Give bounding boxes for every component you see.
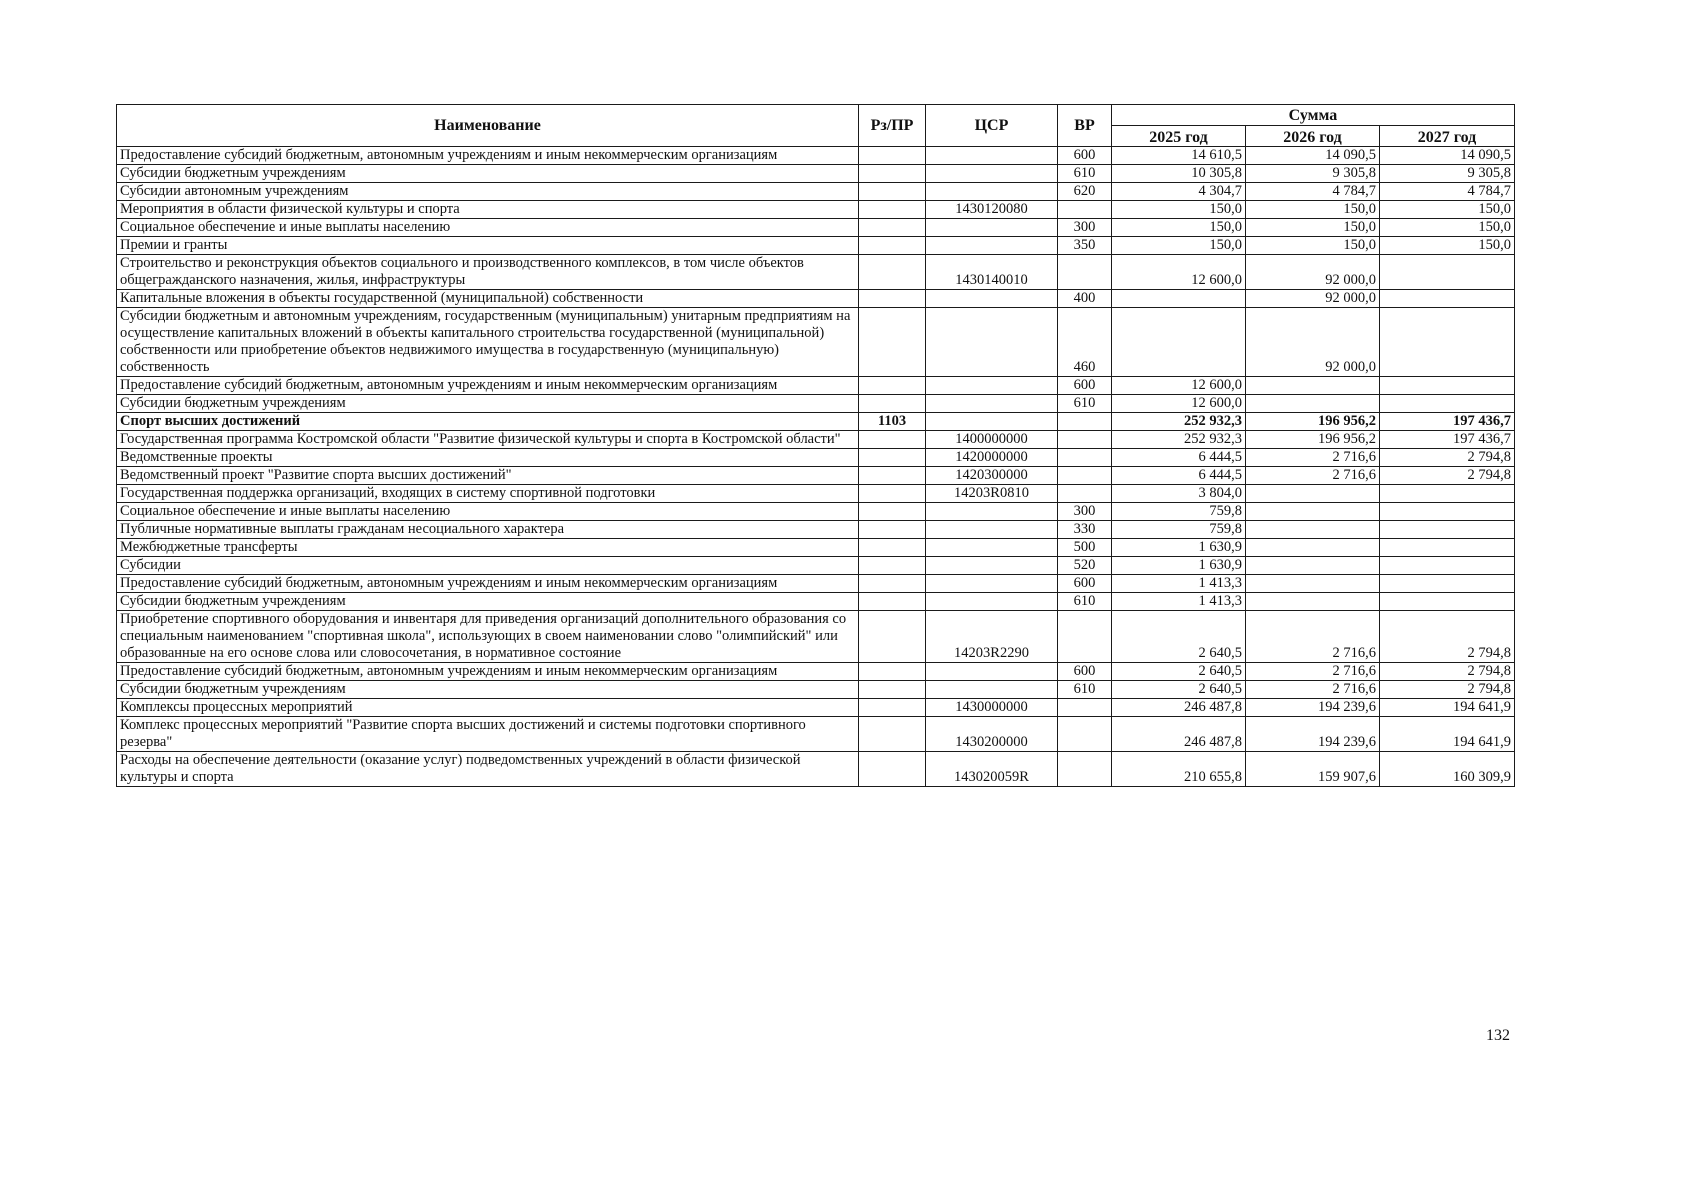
row-rz-pr bbox=[859, 290, 926, 308]
row-sum-2025: 6 444,5 bbox=[1112, 467, 1246, 485]
row-vr bbox=[1058, 485, 1112, 503]
row-sum-2025: 1 630,9 bbox=[1112, 539, 1246, 557]
table-row bbox=[117, 557, 1515, 575]
row-rz-pr bbox=[859, 255, 926, 290]
row-name: Субсидии бюджетным и автономным учреждениям, государственным (муниципальным) унитарным предприятиям на осуществление капитальных вложений в объекты капитального строительства государственной (муниципальной) собственности или приобретение объектов недвижимого имущества в государственную (муниципальную) собственность bbox=[117, 308, 859, 377]
row-sum-2026: 2 716,6 bbox=[1246, 663, 1380, 681]
row-csr bbox=[926, 290, 1058, 308]
table-row bbox=[117, 201, 1515, 219]
row-rz-pr bbox=[859, 699, 926, 717]
table-row bbox=[117, 147, 1515, 165]
row-sum-2025: 10 305,8 bbox=[1112, 165, 1246, 183]
row-name: Межбюджетные трансферты bbox=[117, 539, 859, 557]
row-sum-2026 bbox=[1246, 485, 1380, 503]
row-name: Спорт высших достижений bbox=[117, 413, 859, 431]
table-row bbox=[117, 237, 1515, 255]
row-csr bbox=[926, 395, 1058, 413]
row-sum-2027: 14 090,5 bbox=[1380, 147, 1515, 165]
row-sum-2025: 252 932,3 bbox=[1112, 431, 1246, 449]
row-name: Премии и гранты bbox=[117, 237, 859, 255]
row-csr bbox=[926, 539, 1058, 557]
row-sum-2025: 3 804,0 bbox=[1112, 485, 1246, 503]
row-sum-2027: 2 794,8 bbox=[1380, 611, 1515, 663]
row-rz-pr bbox=[859, 449, 926, 467]
row-vr bbox=[1058, 611, 1112, 663]
table-row bbox=[117, 183, 1515, 201]
row-sum-2025: 2 640,5 bbox=[1112, 663, 1246, 681]
row-rz-pr bbox=[859, 557, 926, 575]
row-csr bbox=[926, 503, 1058, 521]
row-sum-2025: 252 932,3 bbox=[1112, 413, 1246, 431]
row-sum-2026: 150,0 bbox=[1246, 237, 1380, 255]
row-vr: 300 bbox=[1058, 219, 1112, 237]
row-vr: 600 bbox=[1058, 147, 1112, 165]
row-vr bbox=[1058, 752, 1112, 787]
row-sum-2025 bbox=[1112, 290, 1246, 308]
table-row bbox=[117, 377, 1515, 395]
table-row bbox=[117, 752, 1515, 787]
row-name: Предоставление субсидий бюджетным, автономным учреждениям и иным некоммерческим организациям bbox=[117, 377, 859, 395]
row-name: Субсидии бюджетным учреждениям bbox=[117, 681, 859, 699]
row-sum-2026: 196 956,2 bbox=[1246, 413, 1380, 431]
row-sum-2027: 160 309,9 bbox=[1380, 752, 1515, 787]
row-sum-2027 bbox=[1380, 395, 1515, 413]
row-name: Социальное обеспечение и иные выплаты населению bbox=[117, 503, 859, 521]
row-sum-2025: 12 600,0 bbox=[1112, 395, 1246, 413]
row-csr: 14203R0810 bbox=[926, 485, 1058, 503]
row-sum-2027 bbox=[1380, 485, 1515, 503]
row-rz-pr bbox=[859, 183, 926, 201]
row-sum-2026 bbox=[1246, 503, 1380, 521]
table-row bbox=[117, 503, 1515, 521]
row-csr bbox=[926, 308, 1058, 377]
table-row bbox=[117, 699, 1515, 717]
row-vr: 620 bbox=[1058, 183, 1112, 201]
row-rz-pr bbox=[859, 575, 926, 593]
row-sum-2027: 150,0 bbox=[1380, 201, 1515, 219]
table-row bbox=[117, 290, 1515, 308]
row-sum-2027: 2 794,8 bbox=[1380, 681, 1515, 699]
row-sum-2027: 194 641,9 bbox=[1380, 717, 1515, 752]
row-rz-pr bbox=[859, 237, 926, 255]
row-sum-2027 bbox=[1380, 308, 1515, 377]
row-name: Субсидии бюджетным учреждениям bbox=[117, 593, 859, 611]
header-year-2025: 2025 год bbox=[1112, 126, 1246, 147]
row-name: Предоставление субсидий бюджетным, автономным учреждениям и иным некоммерческим организациям bbox=[117, 147, 859, 165]
row-name: Предоставление субсидий бюджетным, автономным учреждениям и иным некоммерческим организациям bbox=[117, 575, 859, 593]
table-row bbox=[117, 663, 1515, 681]
row-csr bbox=[926, 593, 1058, 611]
row-sum-2026: 2 716,6 bbox=[1246, 449, 1380, 467]
row-sum-2026 bbox=[1246, 593, 1380, 611]
row-sum-2026 bbox=[1246, 575, 1380, 593]
header-csr: ЦСР bbox=[926, 105, 1058, 147]
table-row bbox=[117, 413, 1515, 431]
row-sum-2026: 9 305,8 bbox=[1246, 165, 1380, 183]
row-sum-2025: 12 600,0 bbox=[1112, 255, 1246, 290]
row-sum-2025: 246 487,8 bbox=[1112, 699, 1246, 717]
row-csr bbox=[926, 147, 1058, 165]
row-csr: 1430000000 bbox=[926, 699, 1058, 717]
row-name: Комплекс процессных мероприятий "Развитие спорта высших достижений и системы подготовки спортивного резерва" bbox=[117, 717, 859, 752]
header-sum: Сумма bbox=[1112, 105, 1515, 126]
row-sum-2027 bbox=[1380, 503, 1515, 521]
row-sum-2025: 4 304,7 bbox=[1112, 183, 1246, 201]
row-csr: 1430200000 bbox=[926, 717, 1058, 752]
row-sum-2027 bbox=[1380, 575, 1515, 593]
row-rz-pr bbox=[859, 681, 926, 699]
table-row bbox=[117, 431, 1515, 449]
row-vr: 610 bbox=[1058, 681, 1112, 699]
row-name: Субсидии bbox=[117, 557, 859, 575]
row-sum-2025 bbox=[1112, 308, 1246, 377]
row-sum-2025: 246 487,8 bbox=[1112, 717, 1246, 752]
table-row bbox=[117, 593, 1515, 611]
row-sum-2027: 197 436,7 bbox=[1380, 413, 1515, 431]
row-sum-2026: 14 090,5 bbox=[1246, 147, 1380, 165]
row-sum-2027 bbox=[1380, 255, 1515, 290]
table-row bbox=[117, 395, 1515, 413]
table-row bbox=[117, 717, 1515, 752]
table-row bbox=[117, 449, 1515, 467]
row-vr bbox=[1058, 431, 1112, 449]
row-sum-2025: 759,8 bbox=[1112, 521, 1246, 539]
row-sum-2027: 9 305,8 bbox=[1380, 165, 1515, 183]
row-rz-pr bbox=[859, 201, 926, 219]
row-sum-2025: 1 413,3 bbox=[1112, 575, 1246, 593]
row-rz-pr bbox=[859, 593, 926, 611]
row-sum-2026: 159 907,6 bbox=[1246, 752, 1380, 787]
row-csr bbox=[926, 575, 1058, 593]
row-rz-pr bbox=[859, 308, 926, 377]
row-sum-2025: 2 640,5 bbox=[1112, 611, 1246, 663]
row-csr: 1420000000 bbox=[926, 449, 1058, 467]
row-rz-pr bbox=[859, 663, 926, 681]
row-sum-2026: 92 000,0 bbox=[1246, 255, 1380, 290]
row-vr: 600 bbox=[1058, 663, 1112, 681]
table-row bbox=[117, 467, 1515, 485]
row-rz-pr bbox=[859, 485, 926, 503]
row-name: Ведомственный проект "Развитие спорта высших достижений" bbox=[117, 467, 859, 485]
row-name: Расходы на обеспечение деятельности (оказание услуг) подведомственных учреждений в области физической культуры и спорта bbox=[117, 752, 859, 787]
row-csr bbox=[926, 219, 1058, 237]
row-sum-2027: 150,0 bbox=[1380, 219, 1515, 237]
row-name: Предоставление субсидий бюджетным, автономным учреждениям и иным некоммерческим организациям bbox=[117, 663, 859, 681]
row-sum-2027: 194 641,9 bbox=[1380, 699, 1515, 717]
row-sum-2027: 2 794,8 bbox=[1380, 467, 1515, 485]
row-vr bbox=[1058, 449, 1112, 467]
row-vr bbox=[1058, 717, 1112, 752]
row-name: Строительство и реконструкция объектов социального и производственного комплексов, в том числе объектов общегражданского назначения, жилья, инфраструктуры bbox=[117, 255, 859, 290]
row-name: Ведомственные проекты bbox=[117, 449, 859, 467]
row-rz-pr bbox=[859, 752, 926, 787]
row-rz-pr bbox=[859, 611, 926, 663]
row-name: Комплексы процессных мероприятий bbox=[117, 699, 859, 717]
row-sum-2026: 150,0 bbox=[1246, 201, 1380, 219]
row-csr: 1420300000 bbox=[926, 467, 1058, 485]
row-name: Субсидии автономным учреждениям bbox=[117, 183, 859, 201]
row-csr bbox=[926, 377, 1058, 395]
row-vr bbox=[1058, 413, 1112, 431]
row-sum-2027 bbox=[1380, 521, 1515, 539]
row-csr bbox=[926, 681, 1058, 699]
table-row bbox=[117, 611, 1515, 663]
row-sum-2025: 150,0 bbox=[1112, 201, 1246, 219]
row-rz-pr bbox=[859, 377, 926, 395]
row-sum-2025: 12 600,0 bbox=[1112, 377, 1246, 395]
row-sum-2026: 196 956,2 bbox=[1246, 431, 1380, 449]
row-sum-2026 bbox=[1246, 539, 1380, 557]
row-sum-2027 bbox=[1380, 377, 1515, 395]
header-rz-pr: Рз/ПР bbox=[859, 105, 926, 147]
row-csr: 1430120080 bbox=[926, 201, 1058, 219]
row-csr: 14203R2290 bbox=[926, 611, 1058, 663]
table-row bbox=[117, 255, 1515, 290]
row-name: Государственная программа Костромской области "Развитие физической культуры и спорта в Костромской области" bbox=[117, 431, 859, 449]
row-rz-pr bbox=[859, 467, 926, 485]
row-sum-2025: 759,8 bbox=[1112, 503, 1246, 521]
row-sum-2027 bbox=[1380, 557, 1515, 575]
table-row bbox=[117, 219, 1515, 237]
row-sum-2025: 1 630,9 bbox=[1112, 557, 1246, 575]
row-csr: 1400000000 bbox=[926, 431, 1058, 449]
row-sum-2027: 2 794,8 bbox=[1380, 449, 1515, 467]
row-vr: 500 bbox=[1058, 539, 1112, 557]
row-sum-2026 bbox=[1246, 521, 1380, 539]
row-csr bbox=[926, 521, 1058, 539]
row-name: Мероприятия в области физической культуры и спорта bbox=[117, 201, 859, 219]
row-name: Субсидии бюджетным учреждениям bbox=[117, 165, 859, 183]
row-sum-2025: 210 655,8 bbox=[1112, 752, 1246, 787]
table-row bbox=[117, 521, 1515, 539]
row-rz-pr bbox=[859, 521, 926, 539]
row-vr: 600 bbox=[1058, 377, 1112, 395]
page-number: 132 bbox=[1486, 1027, 1510, 1044]
table-row bbox=[117, 308, 1515, 377]
budget-table bbox=[116, 104, 1515, 787]
row-csr: 143020059R bbox=[926, 752, 1058, 787]
row-sum-2027 bbox=[1380, 539, 1515, 557]
row-vr: 520 bbox=[1058, 557, 1112, 575]
row-sum-2027: 2 794,8 bbox=[1380, 663, 1515, 681]
row-sum-2026: 2 716,6 bbox=[1246, 681, 1380, 699]
row-sum-2025: 6 444,5 bbox=[1112, 449, 1246, 467]
row-sum-2027 bbox=[1380, 290, 1515, 308]
row-rz-pr bbox=[859, 165, 926, 183]
row-vr: 400 bbox=[1058, 290, 1112, 308]
row-sum-2026: 92 000,0 bbox=[1246, 290, 1380, 308]
row-vr: 610 bbox=[1058, 593, 1112, 611]
row-csr bbox=[926, 183, 1058, 201]
row-rz-pr bbox=[859, 717, 926, 752]
row-name: Социальное обеспечение и иные выплаты населению bbox=[117, 219, 859, 237]
row-rz-pr bbox=[859, 431, 926, 449]
row-vr: 600 bbox=[1058, 575, 1112, 593]
row-sum-2025: 14 610,5 bbox=[1112, 147, 1246, 165]
row-sum-2026: 194 239,6 bbox=[1246, 699, 1380, 717]
row-vr: 300 bbox=[1058, 503, 1112, 521]
row-rz-pr bbox=[859, 503, 926, 521]
row-vr bbox=[1058, 467, 1112, 485]
row-sum-2026: 194 239,6 bbox=[1246, 717, 1380, 752]
row-sum-2026: 2 716,6 bbox=[1246, 467, 1380, 485]
row-sum-2025: 1 413,3 bbox=[1112, 593, 1246, 611]
table-row bbox=[117, 485, 1515, 503]
header-vr: ВР bbox=[1058, 105, 1112, 147]
row-vr: 610 bbox=[1058, 165, 1112, 183]
row-name: Капитальные вложения в объекты государственной (муниципальной) собственности bbox=[117, 290, 859, 308]
header-year-2027: 2027 год bbox=[1380, 126, 1515, 147]
row-csr bbox=[926, 165, 1058, 183]
header-name: Наименование bbox=[117, 105, 859, 147]
row-sum-2026: 92 000,0 bbox=[1246, 308, 1380, 377]
row-csr bbox=[926, 413, 1058, 431]
row-sum-2026 bbox=[1246, 557, 1380, 575]
row-csr bbox=[926, 237, 1058, 255]
row-name: Субсидии бюджетным учреждениям bbox=[117, 395, 859, 413]
table-row bbox=[117, 165, 1515, 183]
row-rz-pr bbox=[859, 147, 926, 165]
row-sum-2026 bbox=[1246, 377, 1380, 395]
row-vr: 330 bbox=[1058, 521, 1112, 539]
row-sum-2026: 2 716,6 bbox=[1246, 611, 1380, 663]
row-csr: 1430140010 bbox=[926, 255, 1058, 290]
row-name: Государственная поддержка организаций, входящих в систему спортивной подготовки bbox=[117, 485, 859, 503]
row-csr bbox=[926, 557, 1058, 575]
table-row bbox=[117, 681, 1515, 699]
row-vr bbox=[1058, 699, 1112, 717]
row-vr bbox=[1058, 201, 1112, 219]
row-rz-pr: 1103 bbox=[859, 413, 926, 431]
row-rz-pr bbox=[859, 539, 926, 557]
row-sum-2027: 150,0 bbox=[1380, 237, 1515, 255]
row-csr bbox=[926, 663, 1058, 681]
row-name: Публичные нормативные выплаты гражданам несоциального характера bbox=[117, 521, 859, 539]
row-sum-2026 bbox=[1246, 395, 1380, 413]
row-rz-pr bbox=[859, 395, 926, 413]
row-sum-2027 bbox=[1380, 593, 1515, 611]
row-sum-2026: 150,0 bbox=[1246, 219, 1380, 237]
table-row bbox=[117, 539, 1515, 557]
table-body bbox=[117, 147, 1515, 787]
row-sum-2025: 150,0 bbox=[1112, 219, 1246, 237]
row-rz-pr bbox=[859, 219, 926, 237]
header-year-2026: 2026 год bbox=[1246, 126, 1380, 147]
row-vr: 350 bbox=[1058, 237, 1112, 255]
table-row bbox=[117, 575, 1515, 593]
row-sum-2025: 2 640,5 bbox=[1112, 681, 1246, 699]
row-vr bbox=[1058, 255, 1112, 290]
row-vr: 460 bbox=[1058, 308, 1112, 377]
row-vr: 610 bbox=[1058, 395, 1112, 413]
row-sum-2027: 197 436,7 bbox=[1380, 431, 1515, 449]
row-sum-2026: 4 784,7 bbox=[1246, 183, 1380, 201]
row-sum-2025: 150,0 bbox=[1112, 237, 1246, 255]
row-name: Приобретение спортивного оборудования и инвентаря для приведения организаций дополнительного образования со специальным наименованием "спортивная школа", использующих в своем наименовании слово "олимпийский" или образованные на его основе слова или словосочетания, в нормативное состояние bbox=[117, 611, 859, 663]
row-sum-2027: 4 784,7 bbox=[1380, 183, 1515, 201]
